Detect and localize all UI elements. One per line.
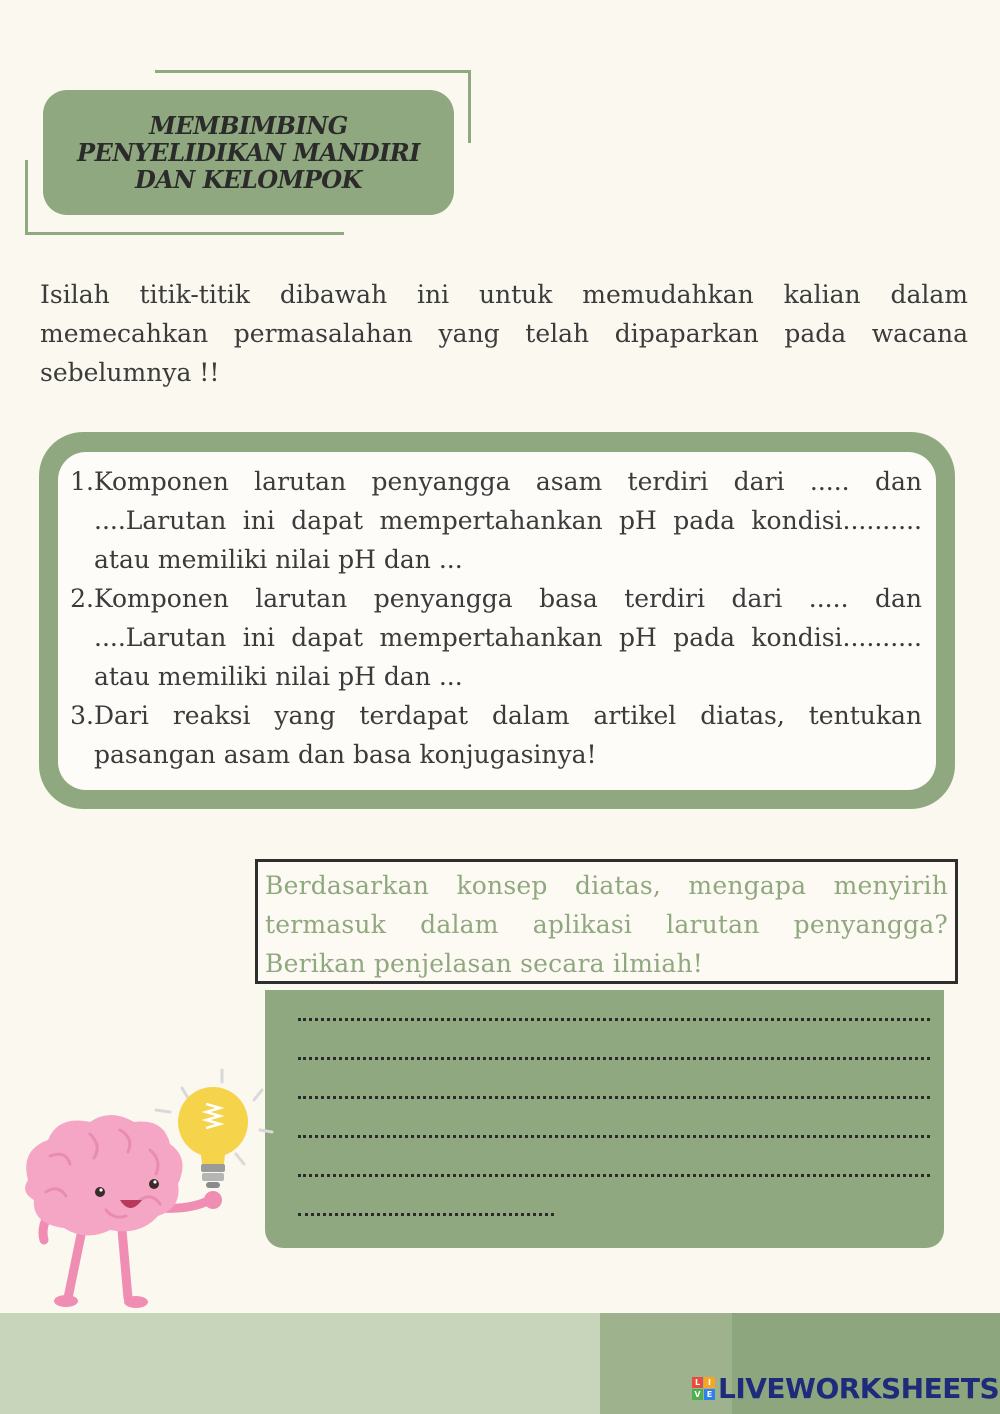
essay-prompt-text: Berdasarkan konsep diatas, mengapa menyirih termasuk dalam aplikasi larutan penyangga? Berikan penjelasan secara ilmiah!	[265, 871, 948, 978]
essay-prompt-box	[255, 859, 958, 984]
intro-instruction: Isilah titik-titik dibawah ini untuk memudahkan kalian dalam memecahkan permasalahan yang telah dipaparkan pada wacana sebelumnya !!	[40, 280, 968, 387]
question-item	[60, 579, 922, 696]
questions-list	[60, 462, 922, 774]
liveworksheets-wordmark: LIVEWORKSHEETS	[718, 1371, 1000, 1405]
title-line-1: MEMBIMBING	[149, 111, 348, 140]
answer-line[interactable]	[298, 1129, 930, 1138]
question-number: 1.	[70, 467, 94, 496]
brain-mascot-icon	[10, 1060, 280, 1320]
answer-line[interactable]	[298, 1012, 930, 1021]
question-item	[60, 696, 922, 774]
title-line-2: PENYELIDIKAN MANDIRI	[77, 138, 420, 167]
answer-line[interactable]	[298, 1207, 554, 1216]
answer-line[interactable]	[298, 1168, 930, 1177]
question-text: Dari reaksi yang terdapat dalam artikel diatas, tentukan pasangan asam dan basa konjugasinya!	[94, 701, 922, 769]
question-text: Komponen larutan penyangga asam terdiri dari ..... dan ....Larutan ini dapat mempertahankan pH pada kondisi.......... atau memiliki nilai pH dan ...	[94, 467, 922, 574]
title-line-3: DAN KELOMPOK	[134, 165, 363, 194]
title-banner	[43, 90, 454, 215]
answer-line[interactable]	[298, 1051, 930, 1060]
footer-band-light	[0, 1313, 600, 1414]
question-text: Komponen larutan penyangga basa terdiri dari ..... dan ....Larutan ini dapat mempertahankan pH pada kondisi.......... atau memiliki nilai pH dan ...	[94, 584, 922, 691]
answer-line[interactable]	[298, 1090, 930, 1099]
liveworksheets-logo[interactable]	[692, 1370, 999, 1406]
question-number: 2.	[70, 584, 94, 613]
question-item	[60, 462, 922, 579]
liveworksheets-mark-icon: L I V E	[692, 1377, 715, 1400]
question-number: 3.	[70, 701, 94, 730]
